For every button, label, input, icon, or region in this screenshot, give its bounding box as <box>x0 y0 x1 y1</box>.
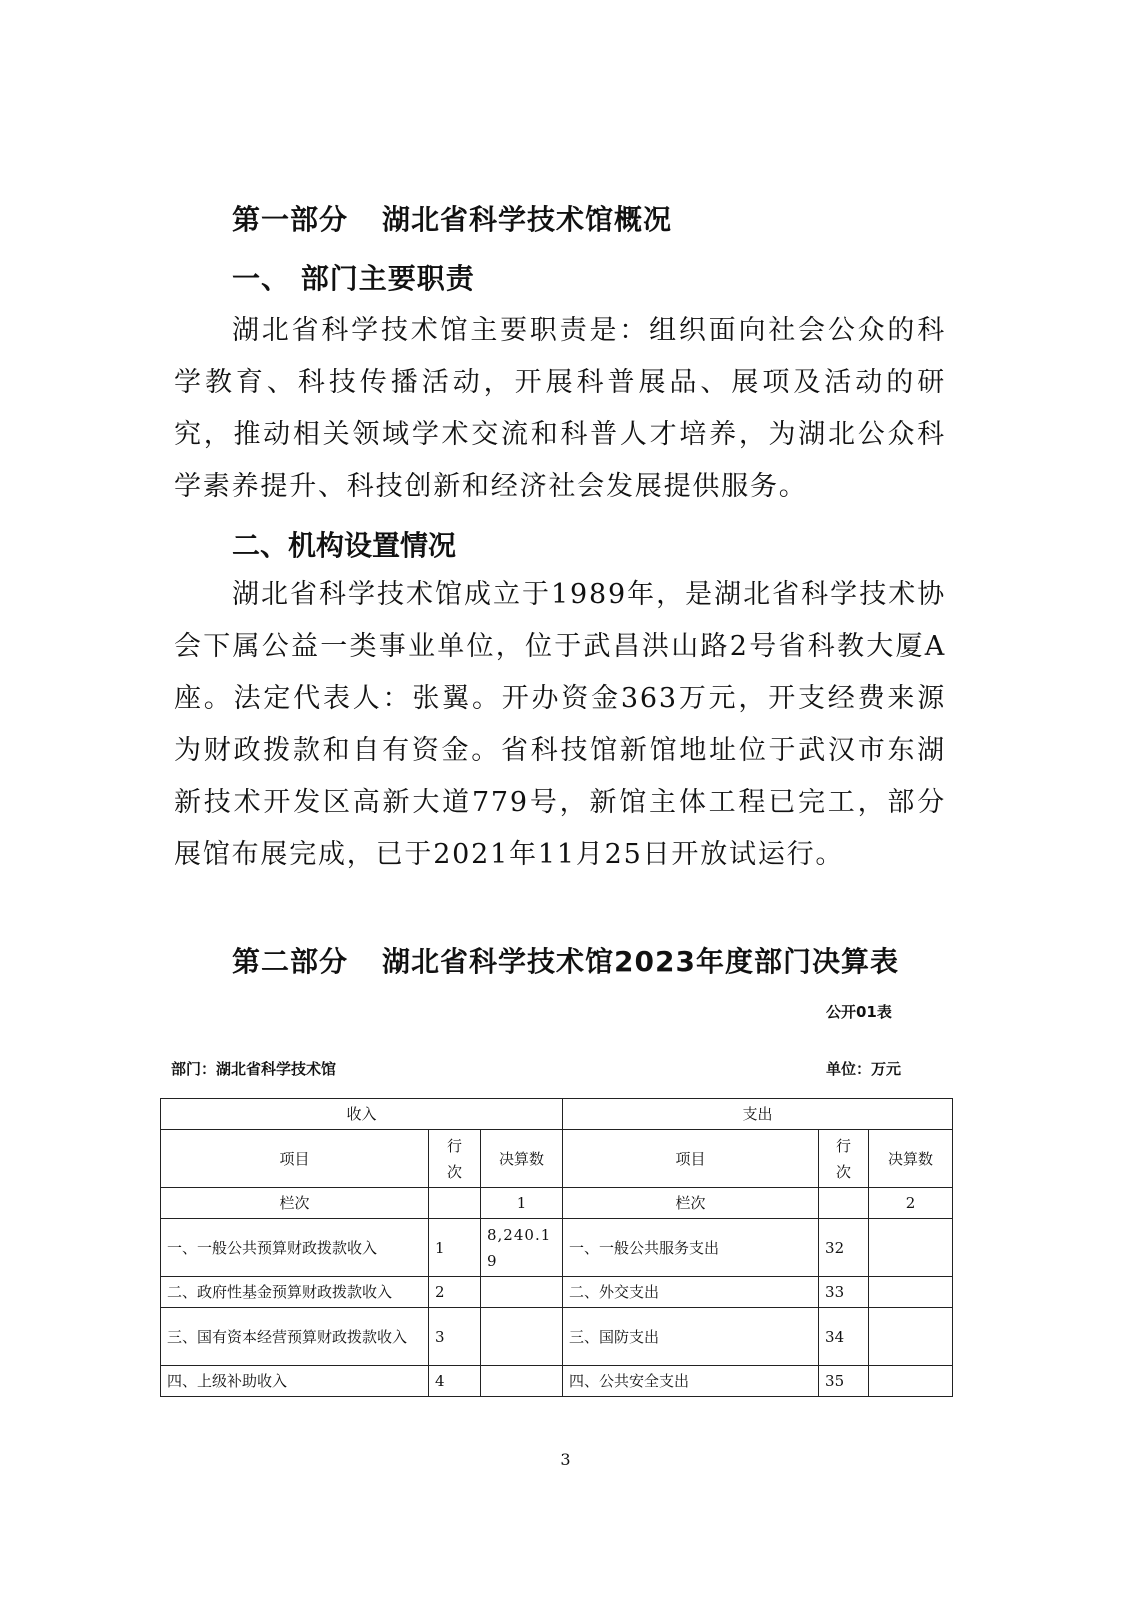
expense-amount <box>869 1308 953 1366</box>
income-col-row: 行次 <box>429 1130 481 1188</box>
table-row <box>161 1277 953 1308</box>
income-amount <box>481 1366 563 1397</box>
part2-label: 第二部分 <box>232 945 349 978</box>
income-lanci-value: 1 <box>481 1188 563 1219</box>
expense-item: 二、外交支出 <box>563 1277 819 1308</box>
expense-row-number: 35 <box>819 1366 869 1397</box>
expense-row-number: 33 <box>819 1277 869 1308</box>
expense-col-amount: 决算数 <box>869 1130 953 1188</box>
expense-amount <box>869 1366 953 1397</box>
expense-col-item: 项目 <box>563 1130 819 1188</box>
table-lanci-row <box>161 1188 953 1219</box>
expense-col-row: 行次 <box>819 1130 869 1188</box>
expense-header: 支出 <box>563 1099 953 1130</box>
expense-lanci-value: 2 <box>869 1188 953 1219</box>
unit-label: 单位：万元 <box>826 1060 902 1078</box>
expense-lanci-label: 栏次 <box>563 1188 819 1219</box>
page-number: 3 <box>560 1450 571 1469</box>
table-row <box>161 1366 953 1397</box>
section2-heading: 二、机构设置情况 <box>232 529 457 562</box>
income-amount <box>481 1277 563 1308</box>
income-item: 一、一般公共预算财政拨款收入 <box>161 1219 429 1277</box>
section1-heading: 一、 部门主要职责 <box>232 262 475 295</box>
income-row-number: 3 <box>429 1308 481 1366</box>
expense-row-number: 32 <box>819 1219 869 1277</box>
income-item: 三、国有资本经营预算财政拨款收入 <box>161 1308 429 1366</box>
part2-heading <box>232 940 899 980</box>
part1-title: 湖北省科学技术馆概况 <box>382 203 673 236</box>
expense-item: 一、一般公共服务支出 <box>563 1219 819 1277</box>
part2-title: 湖北省科学技术馆2023年度部门决算表 <box>382 945 899 978</box>
table-header-row <box>161 1099 953 1130</box>
income-col-amount: 决算数 <box>481 1130 563 1188</box>
expense-row-number: 34 <box>819 1308 869 1366</box>
income-col-item: 项目 <box>161 1130 429 1188</box>
income-row-number: 2 <box>429 1277 481 1308</box>
expense-item: 四、公共安全支出 <box>563 1366 819 1397</box>
income-amount <box>481 1308 563 1366</box>
table-row <box>161 1219 953 1277</box>
expense-item: 三、国防支出 <box>563 1308 819 1366</box>
income-header: 收入 <box>161 1099 563 1130</box>
income-row-number: 4 <box>429 1366 481 1397</box>
expense-amount <box>869 1219 953 1277</box>
income-row-number: 1 <box>429 1219 481 1277</box>
form-number: 公开01表 <box>826 1003 892 1021</box>
income-item: 二、政府性基金预算财政拨款收入 <box>161 1277 429 1308</box>
final-accounts-table <box>160 1098 953 1397</box>
part1-label: 第一部分 <box>232 203 349 236</box>
department-label: 部门：湖北省科学技术馆 <box>171 1060 337 1078</box>
section2-paragraph: 湖北省科学技术馆成立于1989年，是湖北省科学技术协会下属公益一类事业单位，位于武昌洪山路2号省科教大厦A座。法定代表人：张翼。开办资金363万元，开支经费来源为财政拨款和自有资金。省科技馆新馆地址位于武汉市东湖新技术开发区高新大道779号，新馆主体工程已完工，部分展馆布展完成，已于2021年11月25日开放试运行。 <box>174 579 946 870</box>
expense-amount <box>869 1277 953 1308</box>
income-item: 四、上级补助收入 <box>161 1366 429 1397</box>
part1-heading <box>232 198 672 238</box>
income-amount: 8,240.19 <box>481 1219 563 1277</box>
table-column-row <box>161 1130 953 1188</box>
income-lanci-label: 栏次 <box>161 1188 429 1219</box>
table-row <box>161 1308 953 1366</box>
section1-paragraph: 湖北省科学技术馆主要职责是：组织面向社会公众的科学教育、科技传播活动，开展科普展品、展项及活动的研究，推动相关领域学术交流和科普人才培养，为湖北公众科学素养提升、科技创新和经济社会发展提供服务。 <box>174 315 946 502</box>
